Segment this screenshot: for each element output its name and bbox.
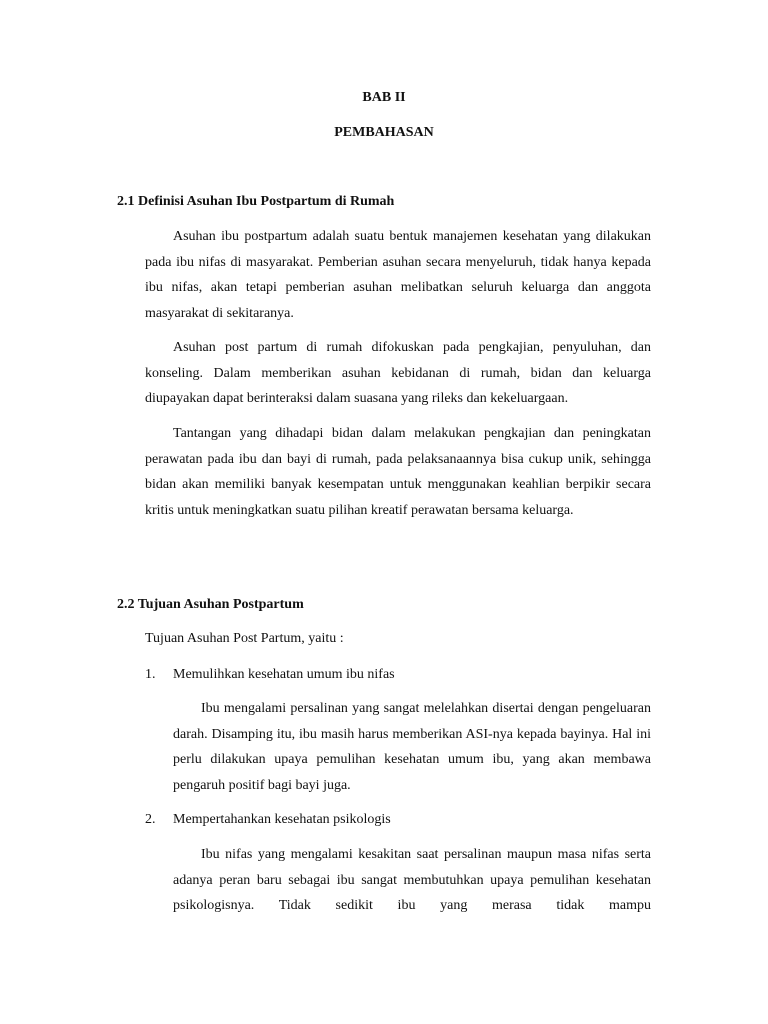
- section-heading-2-1: 2.1 Definisi Asuhan Ibu Postpartum di Rumah: [117, 194, 395, 209]
- list-intro: Tujuan Asuhan Post Partum, yaitu :: [145, 631, 344, 646]
- chapter-title: PEMBAHASAN: [334, 125, 434, 140]
- list-item-body: Ibu mengalami persalinan yang sangat melelahkan disertai dengan pengeluaran darah. Disamping itu, ibu masih harus memberikan ASI-nya kepada bayinya. Hal ini perlu dilakukan upaya pemulihan kesehatan umum ibu, yang akan membawa pengaruh positif bagi bayi juga.: [173, 701, 651, 793]
- list-item-body: Ibu nifas yang mengalami kesakitan saat persalinan maupun masa nifas serta adanya peran baru sebagai ibu sangat membutuhkan upaya pemulihan kesehatan psikologisnya. Tidak sedikit ibu yang merasa tidak mampu: [173, 847, 651, 913]
- chapter-number: BAB II: [362, 90, 406, 105]
- section-heading-2-2: 2.2 Tujuan Asuhan Postpartum: [117, 597, 304, 612]
- list-item-number: 1.: [145, 667, 156, 682]
- list-item-number: 2.: [145, 812, 156, 827]
- paragraph: Tantangan yang dihadapi bidan dalam melakukan pengkajian dan peningkatan perawatan pada ibu dan bayi di rumah, pada pelaksanaannya bisa cukup unik, sehingga bidan akan memiliki banyak kesempatan untuk menggunakan keahlian berpikir secara kritis untuk meningkatkan suatu pilihan kreatif perawatan bersama keluarga.: [145, 426, 651, 518]
- paragraph: Asuhan post partum di rumah difokuskan pada pengkajian, penyuluhan, dan konseling. Dalam memberikan asuhan kebidanan di rumah, bidan dan keluarga diupayakan dapat berinteraksi dalam suasana yang rileks dan kekeluargaan.: [145, 340, 651, 406]
- paragraph: Asuhan ibu postpartum adalah suatu bentuk manajemen kesehatan yang dilakukan pada ibu nifas di masyarakat. Pemberian asuhan secara menyeluruh, tidak hanya kepada ibu nifas, akan tetapi pemberian asuhan melibatkan seluruh keluarga dan anggota masyarakat di sekitaranya.: [145, 229, 651, 321]
- list-item-title: Mempertahankan kesehatan psikologis: [173, 812, 391, 827]
- list-item-title: Memulihkan kesehatan umum ibu nifas: [173, 667, 395, 682]
